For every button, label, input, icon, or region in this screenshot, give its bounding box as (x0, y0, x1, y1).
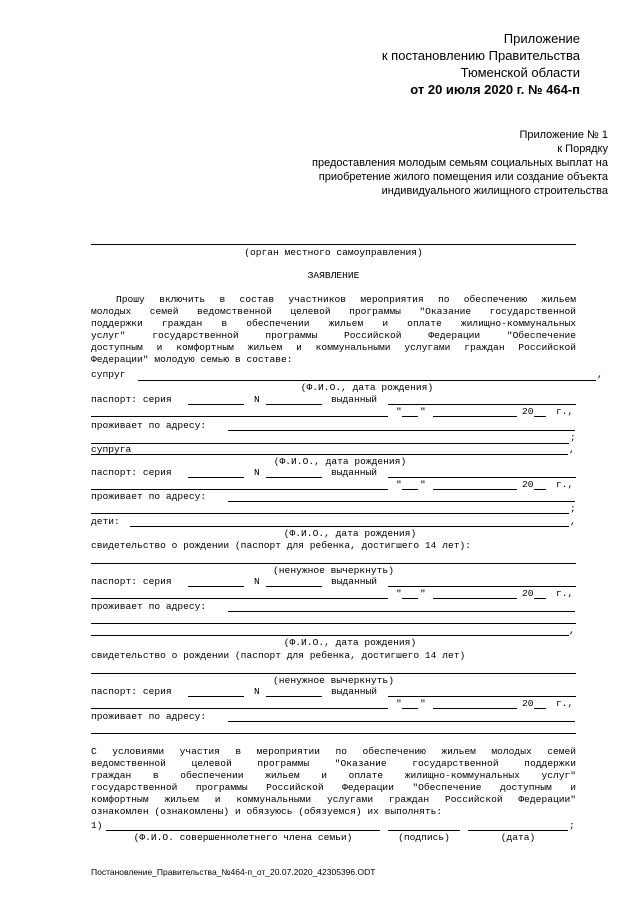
husband-fio-field[interactable] (138, 380, 596, 381)
conditions-line-6: ознакомлен (ознакомлены) и обязуюсь (обязуемся) их выполнять: (91, 806, 443, 817)
quote-open: " (396, 479, 402, 490)
child2-cross-out-caption: (ненужное вычеркнуть) (273, 675, 394, 686)
quote-close: " (420, 698, 426, 709)
form-title: ЗАЯВЛЕНИЕ (307, 270, 360, 281)
quote-close: " (420, 588, 426, 599)
annex-line-2: к Порядку (557, 143, 608, 155)
child1-cross-out-caption: (ненужное вычеркнуть) (273, 565, 394, 576)
child2-issue-day-field[interactable] (402, 708, 418, 709)
wife-label: супруга (91, 444, 132, 455)
child2-issue-year-field[interactable] (534, 708, 546, 709)
year-prefix: 20 (522, 588, 534, 599)
child1-fio-caption: (Ф.И.О., дата рождения) (283, 528, 417, 539)
wife-fio-caption: (Ф.И.О., дата рождения) (273, 456, 407, 467)
child1-issue-day-field[interactable] (402, 598, 418, 599)
child1-address-field-2[interactable] (91, 623, 576, 624)
wife-address-field[interactable] (228, 501, 575, 502)
child2-issued-by-field[interactable] (388, 696, 576, 697)
year-suffix: г., (556, 698, 574, 709)
child1-issue-year-field[interactable] (534, 598, 546, 599)
conditions-line-1: С условиями участия в мероприятии по обеспечению жильем молодых семей (91, 746, 576, 757)
wife-issue-month-field[interactable] (433, 489, 517, 490)
annex-line-4: приобретение жилого помещения или создание объекта (318, 171, 608, 183)
wife-fio-field[interactable] (91, 454, 568, 455)
husband-passport-series-field[interactable] (188, 404, 244, 405)
conditions-line-3: граждан в обеспечении жильем и оплате жилищно-коммунальных услуг" (91, 770, 576, 781)
husband-issue-year-field[interactable] (534, 416, 546, 417)
child2-fio-caption: (Ф.И.О., дата рождения) (283, 637, 417, 648)
child1-passport-n-label: N (254, 576, 260, 587)
child2-address-field-2[interactable] (91, 733, 576, 734)
signer-signature-caption: (подпись) (398, 832, 450, 843)
husband-fio-caption: (Ф.И.О., дата рождения) (300, 382, 434, 393)
wife-issued-by-field-2[interactable] (91, 489, 388, 490)
wife-issue-year-field[interactable] (534, 489, 546, 490)
wife-passport-series-field[interactable] (188, 477, 244, 478)
child2-issued-label: выданный (331, 686, 378, 697)
child1-residence-label: проживает по адресу: (91, 601, 207, 612)
child1-birth-cert-field[interactable] (91, 563, 576, 564)
wife-residence-label: проживает по адресу: (91, 491, 207, 502)
child2-birth-cert-field[interactable] (91, 673, 576, 674)
quote-open: " (396, 588, 402, 599)
intro-line-3: поддержки граждан в обеспечении жильем и оплате жилищно-коммунальных (91, 318, 576, 329)
child1-passport-number-field[interactable] (266, 586, 322, 587)
conditions-line-4: государственной программы Российской Федерации "Обеспечение доступным и (91, 782, 576, 793)
intro-line-1: Прошу включить в состав участников мероприятия по обеспечению жильем (116, 294, 576, 305)
child2-birth-cert-label: свидетельство о рождении (паспорт для ребенка, достигшего 14 лет) (91, 650, 466, 661)
document-footer-filename: Постановление_Правительства_№464-п_от_20.07.2020_42305396.ODT (91, 867, 376, 877)
organ-caption: (орган местного самоуправления) (244, 247, 423, 258)
husband-issued-label: выданный (331, 394, 378, 405)
child1-issued-by-field[interactable] (388, 586, 576, 587)
year-suffix: г., (556, 479, 574, 490)
wife-issued-label: выданный (331, 467, 378, 478)
year-suffix: г., (556, 588, 574, 599)
children-label: дети: (91, 516, 120, 527)
annex-line-3: предоставления молодым семьям социальных выплат на (312, 157, 608, 169)
wife-passport-series-label: паспорт: серия (91, 467, 172, 478)
wife-address-field-2[interactable] (91, 513, 569, 514)
husband-issue-month-field[interactable] (433, 416, 517, 417)
husband-passport-series-label: паспорт: серия (91, 394, 172, 405)
signer-date-field[interactable] (468, 830, 568, 831)
wife-passport-n-label: N (254, 467, 260, 478)
organ-field-line[interactable] (91, 244, 576, 245)
wife-passport-number-field[interactable] (266, 477, 322, 478)
intro-line-4: услуг" государственной программы Российской Федерации "Обеспечение (91, 330, 576, 341)
header-line-1: Приложение (503, 31, 580, 46)
quote-open: " (396, 406, 402, 417)
procedure-annex-header (248, 128, 608, 198)
child2-passport-n-label: N (254, 686, 260, 697)
child2-issue-month-field[interactable] (433, 708, 517, 709)
child2-passport-number-field[interactable] (266, 696, 322, 697)
husband-issued-by-field[interactable] (388, 404, 576, 405)
child1-birth-cert-label: свидетельство о рождении (паспорт для ребенка, достигшего 14 лет): (91, 540, 471, 551)
child1-issued-label: выданный (331, 576, 378, 587)
decree-annex-header (260, 30, 580, 98)
signer-signature-field[interactable] (388, 830, 460, 831)
child1-passport-series-label: паспорт: серия (91, 576, 172, 587)
wife-issued-by-field[interactable] (388, 477, 576, 478)
husband-residence-label: проживает по адресу: (91, 420, 207, 431)
year-prefix: 20 (522, 698, 534, 709)
annex-line-5: индивидуального жилищного строительства (381, 185, 608, 197)
child1-issue-month-field[interactable] (433, 598, 517, 599)
quote-open: " (396, 698, 402, 709)
husband-address-field[interactable] (228, 430, 575, 431)
child1-address-field[interactable] (228, 611, 575, 612)
signer-fio-field[interactable] (106, 830, 380, 831)
annex-line-1: Приложение № 1 (519, 129, 608, 141)
year-suffix: г., (556, 406, 574, 417)
child1-address-field-3[interactable] (91, 635, 569, 636)
child2-passport-series-label: паспорт: серия (91, 686, 172, 697)
husband-label: супруг (91, 369, 126, 380)
year-prefix: 20 (522, 406, 534, 417)
header-line-3: Тюменской области (460, 65, 580, 80)
child2-issued-by-field-2[interactable] (91, 708, 388, 709)
signer-fio-caption: (Ф.И.О. совершеннолетнего члена семьи) (133, 832, 353, 843)
signer-item-number: 1) (91, 820, 103, 831)
husband-issue-day-field[interactable] (402, 416, 418, 417)
intro-line-6: Федерации" молодую семью в составе: (91, 354, 293, 365)
child1-fio-field[interactable] (130, 526, 569, 527)
quote-close: " (420, 406, 426, 417)
intro-line-5: доступным и комфортным жильем и коммунальными услугами граждан Российской (91, 342, 576, 353)
husband-passport-n-label: N (254, 394, 260, 405)
quote-close: " (420, 479, 426, 490)
child2-passport-series-field[interactable] (188, 696, 244, 697)
wife-issue-day-field[interactable] (402, 489, 418, 490)
husband-issued-by-field-2[interactable] (91, 416, 388, 417)
child1-passport-series-field[interactable] (188, 586, 244, 587)
conditions-line-5: комфортным жильем и коммунальными услугами граждан Российской Федерации" (91, 794, 576, 805)
conditions-line-2: ведомственной целевой программы "Оказание государственной поддержки (91, 758, 576, 769)
header-line-2: к постановлению Правительства (381, 48, 580, 63)
child1-issued-by-field-2[interactable] (91, 598, 388, 599)
child2-residence-label: проживает по адресу: (91, 711, 207, 722)
header-line-4: от 20 июля 2020 г. № 464-п (410, 82, 580, 97)
signer-date-caption: (дата) (500, 832, 536, 843)
year-prefix: 20 (522, 479, 534, 490)
intro-line-2: молодых семей ведомственной целевой программы "Оказание государственной (91, 306, 576, 317)
husband-address-field-2[interactable] (91, 443, 569, 444)
husband-passport-number-field[interactable] (266, 404, 322, 405)
child2-address-field[interactable] (228, 721, 575, 722)
